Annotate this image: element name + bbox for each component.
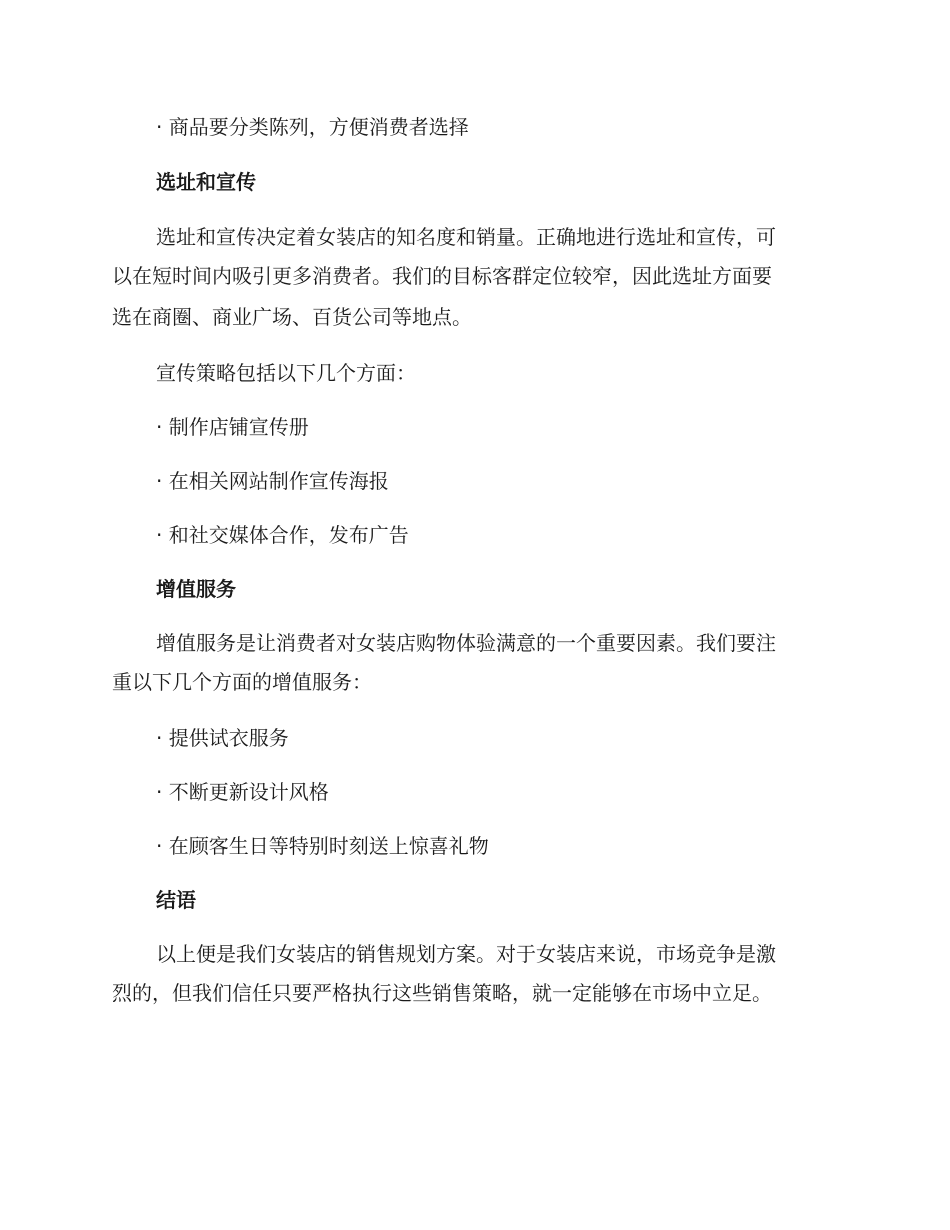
bullet-item: · 提供试衣服务 bbox=[156, 726, 289, 750]
paragraph-line: 烈的，但我们信任只要严格执行这些销售策略，就一定能够在市场中立足。 bbox=[112, 981, 772, 1005]
paragraph-location bbox=[112, 218, 832, 338]
document-body bbox=[112, 108, 832, 1014]
section-heading-location: 选址和宣传 bbox=[156, 170, 256, 194]
paragraph-line: 选址和宣传决定着女装店的知名度和销量。正确地进行选址和宣传，可 bbox=[156, 225, 776, 249]
paragraph-service bbox=[112, 624, 832, 703]
bullet-item: · 制作店铺宣传册 bbox=[156, 415, 309, 439]
bullet-item: · 商品要分类陈列，方便消费者选择 bbox=[156, 115, 469, 139]
paragraph-line: 以上便是我们女装店的销售规划方案。对于女装店来说，市场竞争是激 bbox=[156, 942, 776, 966]
section-heading-service: 增值服务 bbox=[156, 577, 236, 601]
paragraph-line: 以在短时间内吸引更多消费者。我们的目标客群定位较窄，因此选址方面要 bbox=[112, 264, 772, 288]
paragraph-line: 增值服务是让消费者对女装店购物体验满意的一个重要因素。我们要注 bbox=[156, 631, 776, 655]
paragraph-conclusion bbox=[112, 935, 832, 1014]
bullet-item: · 在相关网站制作宣传海报 bbox=[156, 469, 389, 493]
strategy-intro: 宣传策略包括以下几个方面： bbox=[156, 361, 416, 385]
bullet-item: · 和社交媒体合作，发布广告 bbox=[156, 523, 409, 547]
bullet-item: · 不断更新设计风格 bbox=[156, 780, 329, 804]
paragraph-line: 重以下几个方面的增值服务： bbox=[112, 670, 372, 694]
paragraph-line: 选在商圈、商业广场、百货公司等地点。 bbox=[112, 305, 472, 329]
section-heading-conclusion: 结语 bbox=[156, 888, 196, 912]
bullet-item: · 在顾客生日等特别时刻送上惊喜礼物 bbox=[156, 834, 489, 858]
